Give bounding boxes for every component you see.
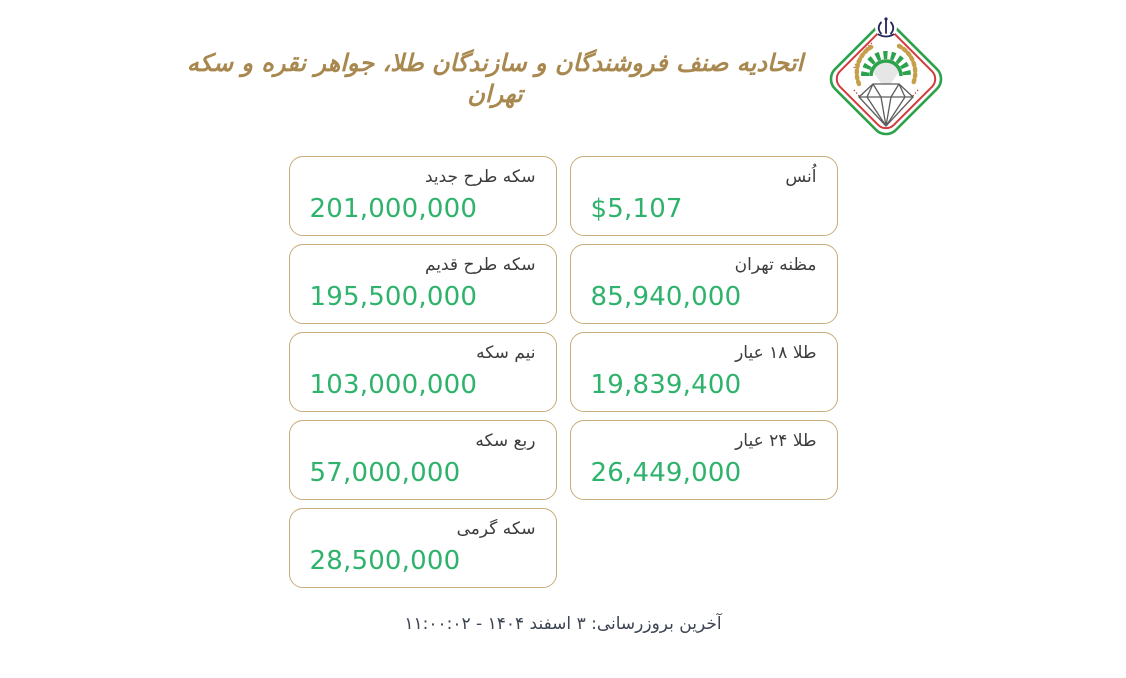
price-label: مظنه تهران bbox=[734, 255, 817, 275]
price-label: سکه طرح جدید bbox=[424, 167, 536, 187]
price-value: 19,839,400 bbox=[590, 370, 742, 400]
price-value: 85,940,000 bbox=[590, 282, 742, 312]
price-card-half-coin bbox=[289, 332, 557, 412]
price-card-gold-24k bbox=[570, 420, 838, 500]
price-column-right bbox=[570, 156, 838, 500]
price-card-tehran-mazaneh bbox=[570, 244, 838, 324]
page-title: اتحادیه صنف فروشندگان و سازندگان طلا، جواهر نقره و سکه تهران bbox=[186, 48, 804, 108]
price-card-old-design-coin bbox=[289, 244, 557, 324]
price-value: 103,000,000 bbox=[309, 370, 478, 400]
price-label: نیم سکه bbox=[476, 343, 536, 363]
price-value: 195,500,000 bbox=[309, 282, 478, 312]
price-card-new-design-coin bbox=[289, 156, 557, 236]
price-value: 26,449,000 bbox=[590, 458, 742, 488]
price-value: 28,500,000 bbox=[309, 546, 461, 576]
price-card-gold-18k bbox=[570, 332, 838, 412]
last-update-text: آخرین بروزرسانی: ۳ اسفند ۱۴۰۴ - ۱۱:۰۰:۰۲ bbox=[404, 614, 722, 634]
price-label: طلا ۱۸ عیار bbox=[735, 343, 817, 363]
price-label: طلا ۲۴ عیار bbox=[735, 431, 817, 451]
price-card-gram-coin bbox=[289, 508, 557, 588]
iran-emblem-icon bbox=[875, 16, 897, 38]
price-label: سکه طرح قدیم bbox=[424, 255, 536, 275]
price-card-ounce bbox=[570, 156, 838, 236]
price-label: ربع سکه bbox=[475, 431, 536, 451]
price-label: اُنس bbox=[785, 167, 817, 187]
price-value: 201,000,000 bbox=[309, 194, 478, 224]
price-value: 57,000,000 bbox=[309, 458, 461, 488]
price-value: $5,107 bbox=[590, 194, 683, 224]
price-grid bbox=[0, 156, 1126, 588]
price-column-left bbox=[289, 156, 557, 588]
header bbox=[0, 0, 1126, 144]
price-card-quarter-coin bbox=[289, 420, 557, 500]
price-label: سکه گرمی bbox=[456, 519, 536, 539]
union-emblem-logo bbox=[821, 14, 951, 144]
